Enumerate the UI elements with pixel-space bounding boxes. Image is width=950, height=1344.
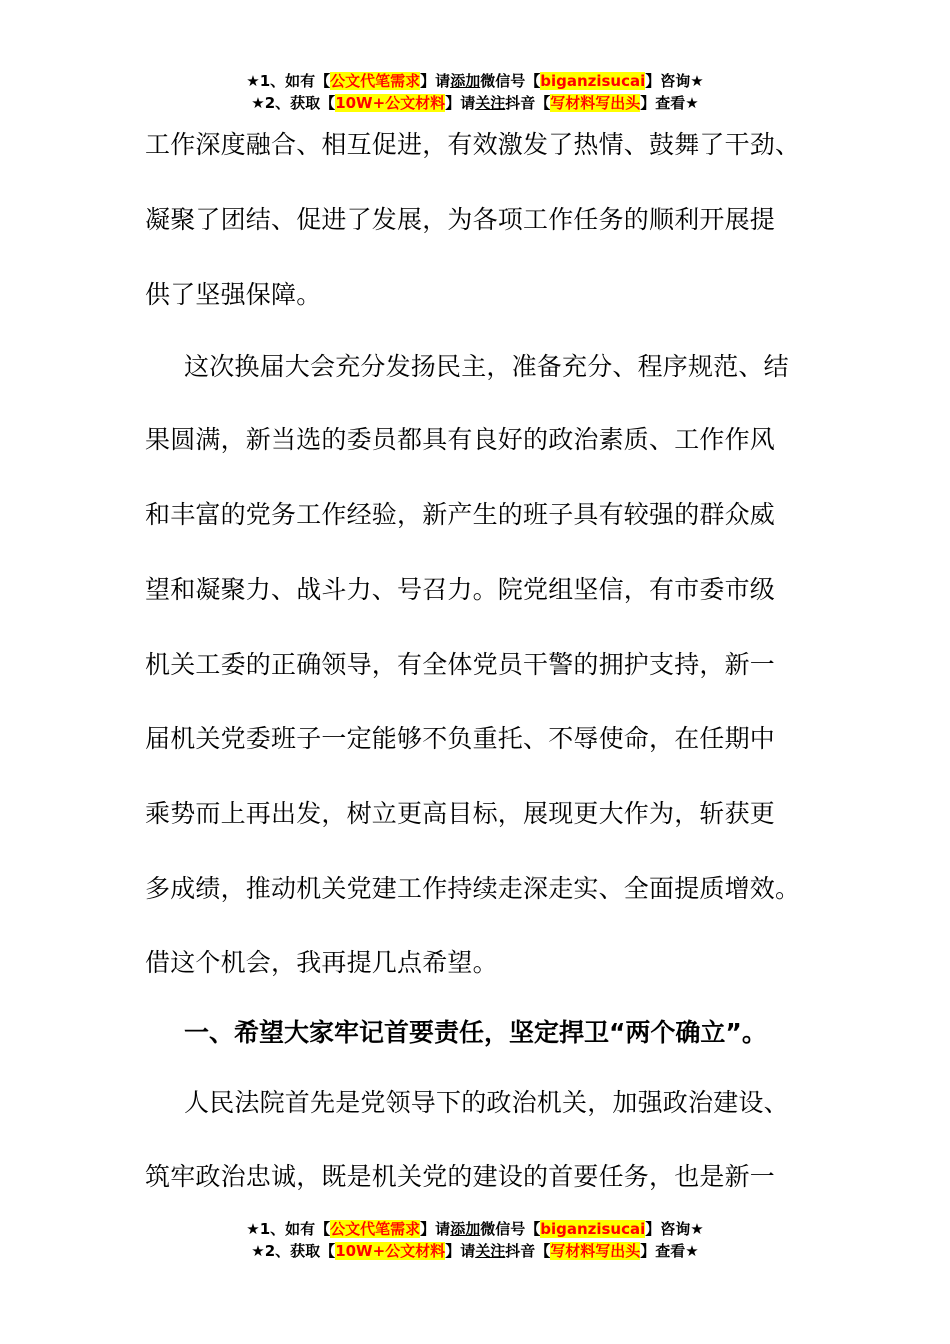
banner-highlight-service: 公文代笔需求 (330, 1220, 421, 1238)
banner-line-1 (0, 70, 950, 92)
banner-text: ★2、获取【 (251, 1242, 336, 1260)
body-line: 机关工委的正确领导，有全体党员干警的拥护支持，新一 (145, 650, 776, 679)
body-line: 借这个机会，我再提几点希望。 (145, 948, 498, 977)
banner-line-1 (0, 1218, 950, 1240)
section-heading: 一、希望大家牢记首要责任，坚定捍卫“两个确立”。 (184, 1018, 767, 1047)
banner-highlight-materials: 10W+公文材料 (335, 1242, 446, 1260)
banner-highlight-wechat: biganzisucai (540, 72, 646, 90)
banner-text: 抖音【 (505, 1242, 551, 1260)
banner-text: 】查看★ (640, 94, 699, 112)
body-line: 凝聚了团结、促进了发展，为各项工作任务的顺利开展提 (145, 205, 776, 234)
body-line: 和丰富的党务工作经验，新产生的班子具有较强的群众威 (145, 500, 776, 529)
body-line: 这次换届大会充分发扬民主，准备充分、程序规范、结 (184, 352, 789, 381)
body-line: 果圆满，新当选的委员都具有良好的政治素质、工作作风 (145, 425, 776, 454)
banner-text: 微信号【 (480, 72, 541, 90)
banner-highlight-douyin: 写材料写出头 (550, 1242, 641, 1260)
body-line: 届机关党委班子一定能够不负重托、不辱使命，在任期中 (145, 724, 776, 753)
banner-text: 】咨询★ (645, 1220, 704, 1238)
body-line: 望和凝聚力、战斗力、号召力。院党组坚信，有市委市级 (145, 575, 776, 604)
banner-highlight-wechat: biganzisucai (540, 1220, 646, 1238)
banner-highlight-materials: 10W+公文材料 (335, 94, 446, 112)
banner-line-2 (0, 92, 950, 114)
banner-line-2 (0, 1240, 950, 1262)
header-banner (0, 70, 950, 114)
body-line: 乘势而上再出发，树立更高目标，展现更大作为，斩获更 (145, 799, 776, 828)
banner-text: 抖音【 (505, 94, 551, 112)
banner-text: ★1、如有【 (246, 1220, 331, 1238)
banner-text: 】请 (445, 1242, 476, 1260)
banner-emphasis: 添加 (450, 1220, 481, 1238)
banner-text: ★2、获取【 (251, 94, 336, 112)
banner-text: 】查看★ (640, 1242, 699, 1260)
banner-text: 】请 (445, 94, 476, 112)
body-line: 筑牢政治忠诚，既是机关党的建设的首要任务，也是新一 (145, 1162, 776, 1191)
body-line: 工作深度融合、相互促进，有效激发了热情、鼓舞了干劲、 (145, 130, 801, 159)
footer-banner (0, 1218, 950, 1262)
banner-highlight-douyin: 写材料写出头 (550, 94, 641, 112)
body-line: 人民法院首先是党领导下的政治机关，加强政治建设、 (184, 1088, 789, 1117)
banner-text: 】请 (420, 1220, 451, 1238)
banner-emphasis: 关注 (475, 94, 506, 112)
banner-emphasis: 关注 (475, 1242, 506, 1260)
banner-text: ★1、如有【 (246, 72, 331, 90)
banner-emphasis: 添加 (450, 72, 481, 90)
banner-highlight-service: 公文代笔需求 (330, 72, 421, 90)
banner-text: 】请 (420, 72, 451, 90)
body-line: 供了坚强保障。 (145, 280, 322, 309)
banner-text: 】咨询★ (645, 72, 704, 90)
body-line: 多成绩，推动机关党建工作持续走深走实、全面提质增效。 (145, 874, 801, 903)
banner-text: 微信号【 (480, 1220, 541, 1238)
